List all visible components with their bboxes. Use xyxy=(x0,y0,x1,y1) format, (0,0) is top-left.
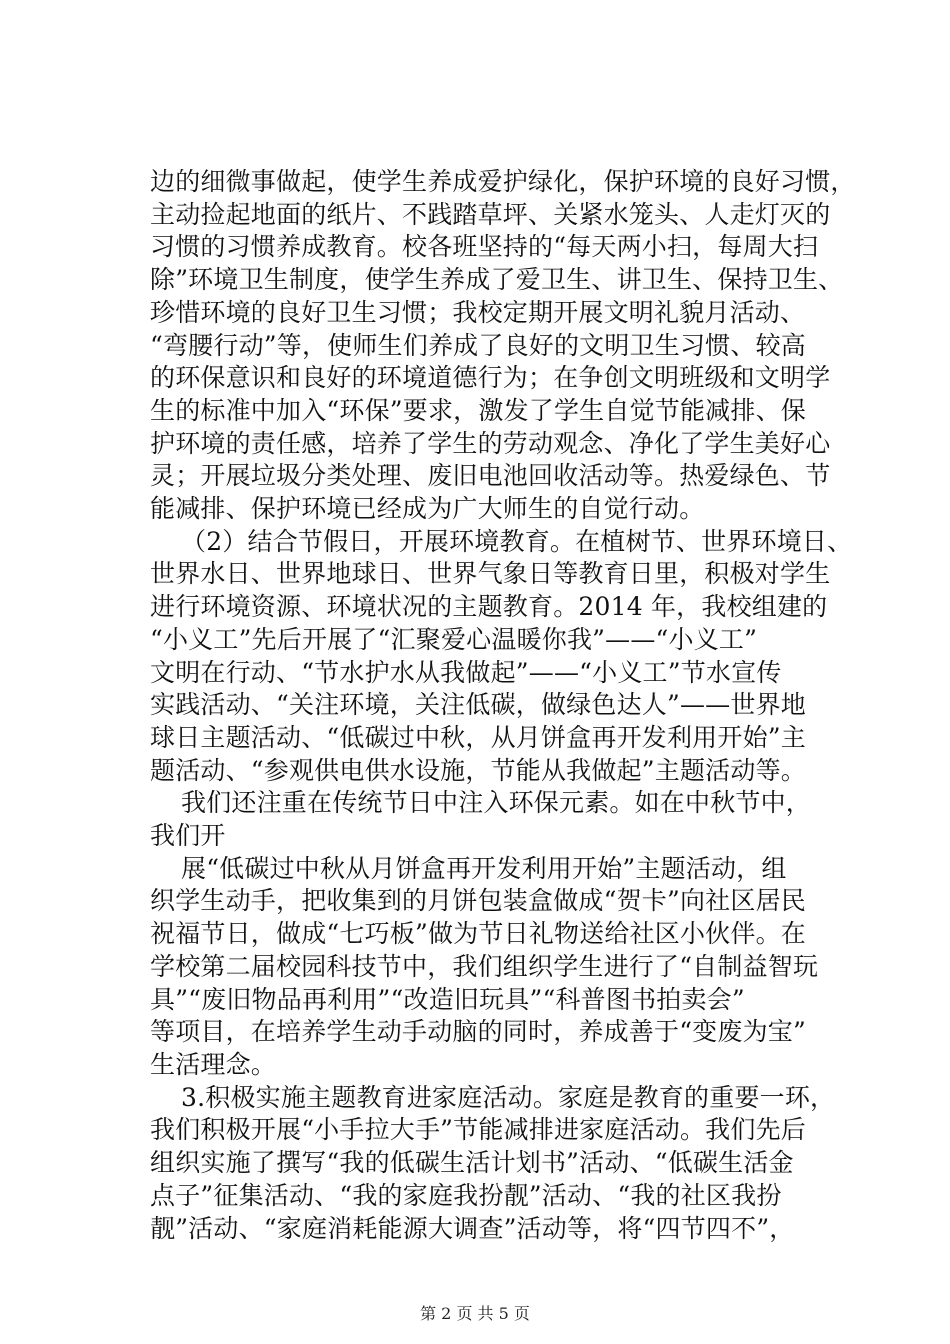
text-line: 灵；开展垃圾分类处理、废旧电池回收活动等。热爱绿色、节 xyxy=(150,461,831,491)
page-number-footer: 第 2 页 共 5 页 xyxy=(420,1304,530,1323)
text-line: 题活动、“参观供电供水设施，节能从我做起”主题活动等。 xyxy=(150,755,806,785)
text-line: 主动捡起地面的纸片、不践踏草坪、关紧水笼头、人走灯灭的 xyxy=(150,199,831,229)
text-line: 具”“废旧物品再利用”“改造旧玩具”“科普图书拍卖会” xyxy=(150,984,745,1014)
paragraph-2 xyxy=(150,526,853,788)
text-line: 组织实施了撰写“我的低碳生活计划书”活动、“低碳生活金 xyxy=(150,1148,794,1178)
text-line: 点子”征集活动、“我的家庭我扮靓”活动、“我的社区我扮 xyxy=(150,1180,782,1210)
text-line: 能减排、保护环境已经成为广大师生的自觉行动。 xyxy=(150,494,705,524)
text-line: 我们积极开展“小手拉大手”节能减排进家庭活动。我们先后 xyxy=(150,1115,806,1145)
text-line: 织学生动手，把收集到的月饼包装盒做成“贺卡”向社区居民 xyxy=(150,886,806,916)
text-line: 生的标准中加入“环保”要求，激发了学生自觉节能减排、保 xyxy=(150,395,806,425)
text-line: 靓”活动、“家庭消耗能源大调查”活动等，将“四节四不”， xyxy=(150,1213,795,1243)
text-line: 的环保意识和良好的环境道德行为；在争创文明班级和文明学 xyxy=(150,363,831,393)
text-line: 世界水日、世界地球日、世界气象日等教育日里，积极对学生 xyxy=(150,559,831,589)
text-line: 球日主题活动、“低碳过中秋，从月饼盒再开发利用开始”主 xyxy=(150,722,806,752)
text-line: 除”环境卫生制度，使学生养成了爱卫生、讲卫生、保持卫生、 xyxy=(150,265,844,295)
text-line: （2）结合节假日，开展环境教育。在植树节、世界环境日、 xyxy=(181,526,853,556)
text-line: 学校第二届校园科技节中，我们组织学生进行了“自制益智玩 xyxy=(150,951,819,981)
text-line: 边的细微事做起，使学生养成爱护绿化，保护环境的良好习惯， xyxy=(150,167,856,196)
text-line: 我们还注重在传统节日中注入环保元素。如在中秋节中， xyxy=(181,788,812,818)
text-line: 生活理念。 xyxy=(150,1049,277,1079)
paragraph-1 xyxy=(150,166,856,526)
text-line: 进行环境资源、环境状况的主题教育。2014 年，我校组建的 xyxy=(150,592,828,622)
text-line: 等项目，在培养学生动手动脑的同时，养成善于“变废为宝” xyxy=(150,1017,806,1047)
text-line: “弯腰行动”等，使师生们养成了良好的文明卫生习惯、较高 xyxy=(150,330,806,360)
paragraph-5 xyxy=(150,1082,836,1246)
text-line: 3.积极实施主题教育进家庭活动。家庭是教育的重要一环， xyxy=(181,1082,836,1112)
text-line: 文明在行动、“节水护水从我做起”——“小义工”节水宣传 xyxy=(150,657,782,687)
text-line: 展“低碳过中秋从月饼盒再开发利用开始”主题活动，组 xyxy=(181,853,787,883)
text-line: 实践活动、“关注环境，关注低碳，做绿色达人”——世界地 xyxy=(150,690,806,720)
paragraph-4 xyxy=(150,853,826,1082)
text-line: 习惯的习惯养成教育。校各班坚持的“每天两小扫，每周大扫 xyxy=(150,232,819,262)
paragraph-3 xyxy=(150,787,826,852)
document-body xyxy=(150,166,856,1245)
text-line: 祝福节日，做成“七巧板”做为节日礼物送给社区小伙伴。在 xyxy=(150,919,806,949)
text-line: 珍惜环境的良好卫生习惯；我校定期开展文明礼貌月活动、 xyxy=(150,297,806,327)
text-line: 我们开 xyxy=(150,821,226,851)
text-line: “小义工”先后开展了“汇聚爱心温暖你我”——“小义工” xyxy=(150,624,758,654)
text-line: 护环境的责任感，培养了学生的劳动观念、净化了学生美好心 xyxy=(150,428,831,458)
